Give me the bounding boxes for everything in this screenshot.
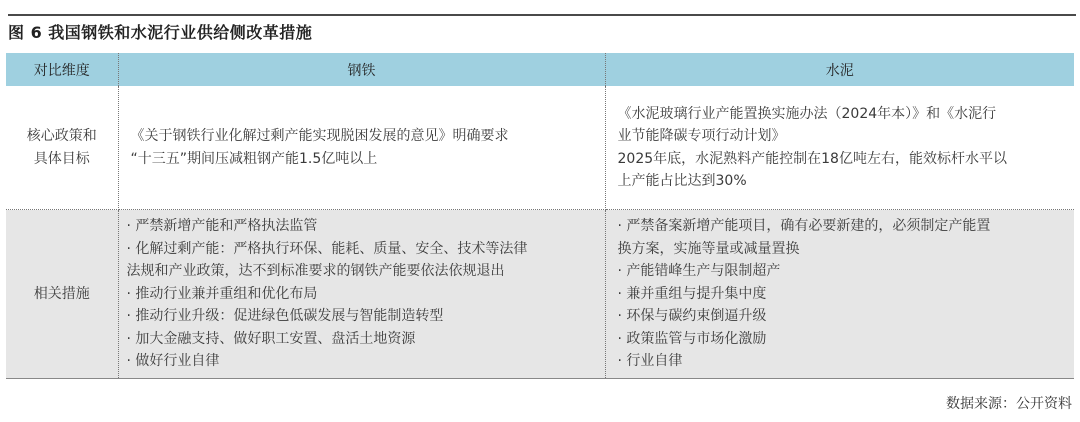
cement-cell xyxy=(605,210,1074,379)
header-dimension: 对比维度 xyxy=(6,53,118,86)
cement-bullet: · 产能错峰生产与限制超产 xyxy=(617,263,781,280)
steel-bullet: · 推动行业兼并重组和优化布局 xyxy=(126,285,318,302)
cement-bullet: · 环保与碳约束倒逼升级 xyxy=(617,308,767,325)
steel-cell xyxy=(118,86,605,210)
cement-bullet: · 严禁备案新增产能项目，确有必要新建的，必须制定产能置 xyxy=(617,218,991,235)
dimension-line: 相关措施 xyxy=(33,285,90,302)
steel-cell xyxy=(118,210,605,379)
cement-bullet: · 兼并重组与提升集中度 xyxy=(617,285,767,302)
table-header-row xyxy=(6,53,1074,86)
steel-bullet: 法规和产业政策，达不到标准要求的钢铁产能要依法依规退出 xyxy=(126,263,505,280)
steel-bullet: · 严禁新增产能和严格执法监管 xyxy=(126,218,318,235)
steel-line: “十三五”期间压减粗钢产能1.5亿吨以上 xyxy=(130,150,378,167)
cement-line: 2025年底，水泥熟料产能控制在18亿吨左右，能效标杆水平以 xyxy=(617,150,1007,167)
table-row-core-policy xyxy=(6,86,1074,210)
figure-title: 图 6 我国钢铁和水泥行业供给侧改革措施 xyxy=(8,23,313,42)
steel-bullet: · 加大金融支持、做好职工安置、盘活土地资源 xyxy=(126,330,416,347)
top-rule xyxy=(8,14,1076,16)
cement-bullet: · 行业自律 xyxy=(617,353,683,370)
steel-line: 《关于钢铁行业化解过剩产能实现脱困发展的意见》明确要求 xyxy=(130,128,509,144)
cement-line: 上产能占比达到30% xyxy=(617,173,747,189)
dimension-line: 具体目标 xyxy=(33,150,90,167)
steel-bullet: · 做好行业自律 xyxy=(126,353,220,370)
data-source: 数据来源：公开资料 xyxy=(946,396,1072,412)
cement-line: 业节能降碳专项行动计划》 xyxy=(617,128,786,144)
steel-bullet: · 推动行业升级：促进绿色低碳发展与智能制造转型 xyxy=(126,308,444,325)
cement-bullet: · 政策监管与市场化激励 xyxy=(617,330,767,347)
table-row-measures xyxy=(6,210,1074,379)
cement-bullet: 换方案，实施等量或减量置换 xyxy=(617,240,800,257)
cement-cell xyxy=(605,86,1074,210)
header-cement: 水泥 xyxy=(605,53,1074,86)
header-steel: 钢铁 xyxy=(118,53,605,86)
dimension-cell xyxy=(6,86,118,210)
dimension-cell xyxy=(6,210,118,379)
cement-line: 《水泥玻璃行业产能置换实施办法（2024年本）》和《水泥行 xyxy=(617,105,997,122)
steel-bullet: · 化解过剩产能：严格执行环保、能耗、质量、安全、技术等法律 xyxy=(126,240,528,257)
dimension-line: 核心政策和 xyxy=(26,128,97,144)
reform-table xyxy=(6,53,1074,379)
